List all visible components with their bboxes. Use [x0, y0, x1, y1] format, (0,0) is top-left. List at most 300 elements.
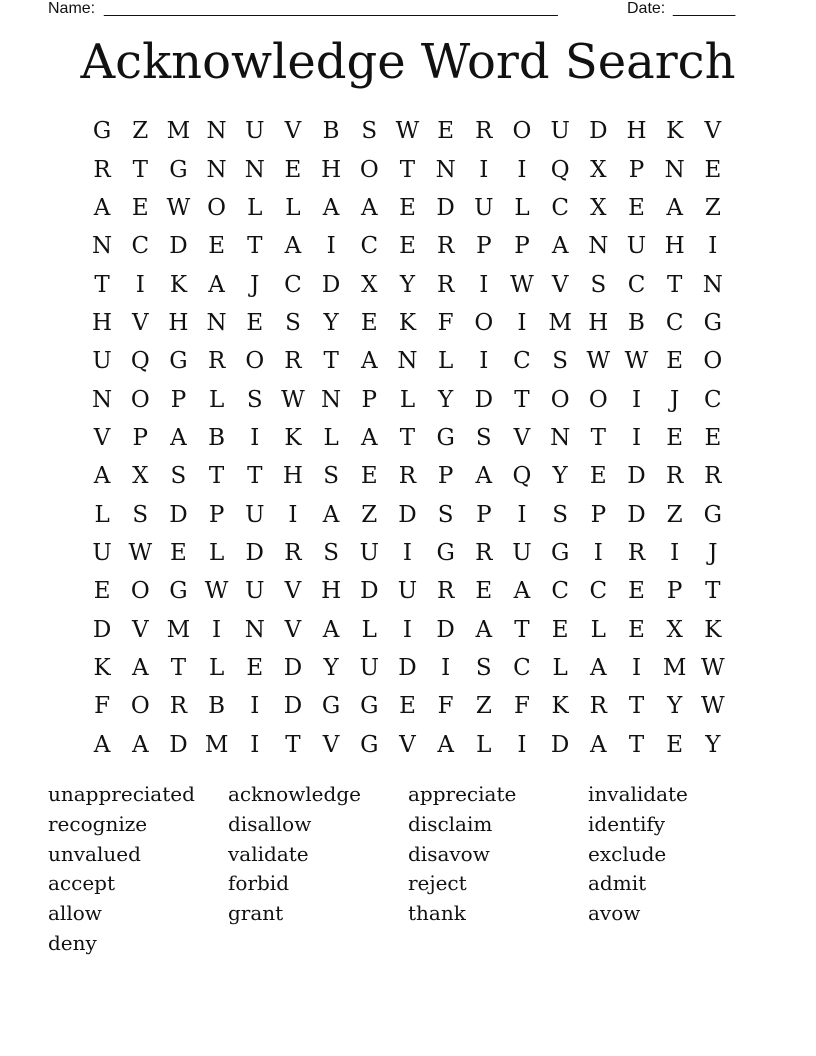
grid-letter: B	[208, 424, 226, 451]
word-list-item: disavow	[408, 841, 490, 866]
grid-letter: G	[436, 424, 455, 451]
grid-letter: S	[552, 348, 569, 375]
word-list-item: exclude	[588, 841, 667, 866]
grid-letter: L	[323, 424, 339, 451]
grid-letter: K	[284, 424, 302, 451]
grid-letter: P	[476, 501, 492, 528]
grid-letter: D	[169, 731, 188, 758]
grid-letter: K	[551, 693, 569, 720]
word-list-item: validate	[228, 841, 309, 866]
grid-letter: L	[590, 616, 606, 643]
grid-letter: O	[703, 348, 723, 375]
grid-letter: S	[285, 309, 301, 336]
grid-letter: L	[94, 501, 110, 528]
word-list-item: allow	[48, 901, 102, 926]
grid-letter: U	[550, 118, 570, 145]
grid-letter: N	[550, 424, 571, 451]
grid-letter: J	[670, 386, 680, 413]
word-list-item: reject	[408, 871, 467, 896]
grid-letter: Z	[666, 501, 683, 528]
grid-letter: A	[322, 194, 340, 221]
grid-letter: A	[322, 616, 340, 643]
grid-letter: U	[359, 654, 379, 681]
grid-letter: F	[513, 693, 530, 720]
grid-letter: L	[247, 194, 263, 221]
grid-letter: E	[93, 578, 111, 605]
grid-letter: M	[204, 731, 229, 758]
grid-letter: M	[166, 118, 191, 145]
grid-letter: U	[626, 233, 647, 260]
grid-letter: C	[513, 348, 531, 375]
grid-letter: S	[323, 463, 339, 490]
word-list-item: forbid	[228, 871, 290, 896]
grid-letter: A	[513, 578, 531, 605]
grid-letter: G	[360, 731, 379, 758]
grid-letter: Z	[361, 501, 378, 528]
grid-letter: I	[479, 156, 489, 183]
grid-letter: V	[513, 424, 531, 451]
grid-letter: H	[588, 309, 609, 336]
word-list-item: deny	[48, 930, 97, 955]
grid-letter: S	[361, 118, 378, 145]
grid-letter: L	[208, 386, 225, 413]
grid-letter: I	[517, 501, 527, 528]
grid-letter: R	[704, 463, 722, 490]
grid-letter: P	[666, 578, 683, 605]
grid-letter: D	[169, 233, 188, 260]
grid-letter: T	[285, 731, 301, 758]
grid-letter: D	[360, 578, 379, 605]
grid-letter: A	[360, 348, 378, 375]
grid-letter: H	[168, 309, 189, 336]
word-list	[48, 780, 768, 959]
grid-letter: E	[666, 424, 684, 451]
grid-letter: Q	[512, 463, 532, 490]
grid-letter: O	[474, 309, 494, 336]
grid-letter: P	[361, 386, 378, 413]
grid-letter: S	[323, 539, 339, 566]
grid-letter: L	[399, 386, 416, 413]
grid-letter: W	[281, 386, 305, 413]
grid-letter: I	[250, 731, 260, 758]
grid-letter: A	[322, 501, 340, 528]
grid-letter: I	[479, 348, 489, 375]
grid-letter: O	[130, 578, 150, 605]
grid-letter: V	[704, 118, 722, 145]
grid-letter: Z	[132, 118, 149, 145]
grid-letter: A	[170, 424, 187, 451]
header-line	[0, 0, 816, 20]
grid-letter: N	[664, 156, 685, 183]
grid-letter: D	[398, 654, 417, 681]
grid-letter: H	[321, 578, 342, 605]
grid-letter: E	[131, 194, 149, 221]
grid-letter: S	[246, 386, 263, 413]
grid-letter: X	[590, 156, 607, 183]
grid-letter: N	[244, 156, 265, 183]
grid-letter: W	[510, 271, 534, 298]
grid-letter: Y	[552, 463, 568, 490]
grid-letter: R	[436, 271, 455, 298]
grid-letter: U	[92, 348, 112, 375]
word-list-item: thank	[408, 901, 466, 926]
grid-letter: U	[245, 578, 265, 605]
grid-letter: P	[208, 501, 225, 528]
grid-letter: A	[360, 194, 378, 221]
grid-letter: Z	[704, 194, 721, 221]
grid-letter: I	[402, 539, 412, 566]
grid-letter: X	[132, 463, 149, 490]
letter-grid	[83, 112, 732, 764]
grid-letter: B	[208, 693, 226, 720]
grid-letter: T	[399, 156, 416, 183]
grid-letter: I	[479, 271, 489, 298]
grid-letter: P	[590, 501, 607, 528]
grid-row	[83, 304, 732, 342]
grid-letter: D	[321, 271, 341, 298]
grid-letter: X	[666, 616, 683, 643]
grid-letter: D	[474, 386, 494, 413]
grid-letter: V	[284, 616, 302, 643]
word-list-item: unvalued	[48, 841, 141, 866]
grid-letter: E	[666, 348, 684, 375]
grid-letter: O	[130, 693, 150, 720]
grid-letter: L	[285, 194, 301, 221]
grid-letter: R	[589, 693, 607, 720]
grid-letter: C	[360, 233, 379, 260]
grid-letter: N	[702, 271, 723, 298]
grid-letter: Y	[323, 654, 339, 681]
grid-letter: P	[170, 386, 187, 413]
grid-letter: V	[93, 424, 111, 451]
grid-letter: E	[704, 424, 722, 451]
grid-letter: A	[208, 271, 225, 298]
grid-row	[83, 572, 732, 610]
grid-letter: N	[588, 233, 609, 260]
grid-letter: L	[361, 616, 377, 643]
grid-letter: Y	[705, 731, 721, 758]
grid-letter: E	[360, 463, 378, 490]
grid-letter: N	[435, 156, 456, 183]
grid-letter: T	[514, 616, 530, 643]
grid-letter: H	[282, 463, 303, 490]
grid-letter: B	[322, 118, 340, 145]
grid-letter: E	[551, 616, 569, 643]
grid-letter: V	[399, 731, 416, 758]
grid-letter: S	[437, 501, 454, 528]
grid-letter: S	[132, 501, 149, 528]
grid-letter: T	[94, 271, 110, 298]
word-list-item: grant	[228, 901, 284, 926]
grid-letter: V	[131, 616, 149, 643]
grid-letter: Y	[667, 693, 683, 720]
grid-letter: I	[326, 233, 336, 260]
grid-letter: K	[666, 118, 684, 145]
grid-letter: E	[589, 463, 607, 490]
grid-letter: K	[169, 271, 188, 298]
grid-letter: A	[131, 654, 149, 681]
grid-letter: R	[436, 578, 455, 605]
word-list-item: disallow	[228, 811, 312, 836]
word-list-item: recognize	[48, 811, 148, 836]
grid-letter: A	[284, 233, 302, 260]
grid-letter: H	[626, 118, 647, 145]
grid-letter: T	[705, 578, 721, 605]
grid-letter: L	[476, 731, 492, 758]
grid-letter: S	[475, 654, 492, 681]
grid-row	[83, 380, 732, 418]
grid-letter: W	[204, 578, 229, 605]
name-field: ___________________________________________________	[104, 0, 558, 17]
grid-row	[83, 610, 732, 648]
word-list-item: accept	[48, 871, 116, 896]
grid-letter: V	[551, 271, 569, 298]
grid-letter: N	[92, 386, 113, 413]
grid-letter: A	[437, 731, 454, 758]
grid-letter: G	[92, 118, 112, 145]
grid-letter: N	[397, 348, 418, 375]
grid-letter: A	[666, 194, 683, 221]
grid-letter: P	[514, 233, 530, 260]
grid-letter: U	[92, 539, 112, 566]
grid-letter: R	[475, 118, 493, 145]
grid-letter: U	[512, 539, 532, 566]
grid-letter: E	[666, 731, 684, 758]
grid-letter: K	[93, 654, 111, 681]
page-title: Acknowledge Word Search	[80, 34, 736, 90]
grid-letter: T	[247, 233, 263, 260]
grid-letter: C	[589, 578, 608, 605]
grid-letter: E	[246, 309, 264, 336]
grid-letter: G	[436, 539, 455, 566]
grid-letter: D	[589, 118, 608, 145]
grid-letter: D	[436, 616, 455, 643]
grid-letter: S	[475, 424, 492, 451]
grid-letter: G	[169, 156, 188, 183]
grid-letter: N	[321, 386, 342, 413]
grid-letter: U	[245, 501, 265, 528]
grid-row	[83, 150, 732, 188]
grid-row	[83, 687, 732, 725]
grid-letter: D	[283, 654, 303, 681]
grid-letter: V	[322, 731, 340, 758]
grid-letter: W	[701, 654, 725, 681]
grid-letter: L	[552, 654, 568, 681]
grid-letter: T	[590, 424, 606, 451]
grid-letter: T	[247, 463, 263, 490]
grid-letter: I	[631, 386, 642, 413]
grid-letter: T	[132, 156, 148, 183]
grid-letter: I	[670, 539, 680, 566]
grid-letter: I	[517, 731, 527, 758]
grid-letter: C	[284, 271, 302, 298]
grid-letter: V	[131, 309, 149, 336]
grid-letter: A	[590, 731, 607, 758]
grid-letter: G	[703, 501, 723, 528]
grid-letter: F	[437, 309, 454, 336]
grid-letter: C	[131, 233, 150, 260]
grid-row	[83, 495, 732, 533]
grid-row	[83, 726, 732, 764]
grid-letter: A	[475, 463, 493, 490]
grid-letter: A	[590, 654, 607, 681]
grid-letter: R	[169, 693, 188, 720]
grid-letter: Y	[438, 386, 454, 413]
grid-letter: G	[321, 693, 341, 720]
grid-letter: W	[586, 348, 611, 375]
grid-letter: W	[624, 348, 649, 375]
grid-letter: U	[474, 194, 494, 221]
grid-letter: G	[169, 578, 188, 605]
grid-letter: M	[548, 309, 572, 336]
grid-letter: G	[703, 309, 723, 336]
grid-letter: G	[169, 348, 188, 375]
grid-letter: I	[288, 501, 298, 528]
grid-letter: W	[128, 539, 153, 566]
grid-letter: H	[321, 156, 342, 183]
grid-letter: D	[627, 463, 646, 490]
grid-letter: R	[284, 348, 302, 375]
grid-letter: E	[360, 309, 378, 336]
grid-letter: C	[704, 386, 722, 413]
grid-letter: T	[666, 271, 683, 298]
grid-row	[83, 419, 732, 457]
grid-letter: R	[207, 348, 226, 375]
grid-letter: O	[207, 194, 227, 221]
grid-letter: X	[590, 194, 607, 221]
grid-letter: N	[206, 309, 227, 336]
grid-letter: I	[631, 424, 642, 451]
name-label: Name:	[48, 0, 96, 17]
grid-letter: R	[436, 233, 455, 260]
grid-row	[83, 649, 732, 687]
grid-letter: C	[665, 309, 684, 336]
grid-letter: Z	[475, 693, 492, 720]
grid-letter: U	[397, 578, 418, 605]
grid-letter: D	[550, 731, 570, 758]
grid-letter: R	[398, 463, 417, 490]
grid-letter: T	[628, 731, 645, 758]
grid-letter: O	[588, 386, 608, 413]
grid-letter: F	[94, 693, 111, 720]
grid-letter: U	[245, 118, 265, 145]
grid-letter: C	[627, 271, 646, 298]
grid-letter: L	[514, 194, 530, 221]
grid-letter: D	[245, 539, 264, 566]
grid-letter: E	[399, 693, 416, 720]
grid-row	[83, 189, 732, 227]
grid-letter: I	[250, 424, 260, 451]
grid-letter: E	[475, 578, 493, 605]
grid-row	[83, 534, 732, 572]
grid-letter: A	[475, 616, 493, 643]
grid-letter: P	[476, 233, 492, 260]
grid-letter: I	[631, 654, 642, 681]
grid-letter: D	[627, 501, 646, 528]
grid-letter: S	[590, 271, 607, 298]
grid-letter: I	[517, 156, 527, 183]
grid-letter: E	[246, 654, 264, 681]
grid-letter: D	[169, 501, 188, 528]
grid-row	[83, 112, 732, 150]
grid-letter: I	[517, 309, 527, 336]
grid-letter: Q	[550, 156, 570, 183]
grid-letter: I	[593, 539, 603, 566]
grid-letter: L	[208, 539, 225, 566]
date-label: Date:	[627, 0, 666, 17]
grid-letter: E	[208, 233, 225, 260]
grid-letter: I	[135, 271, 145, 298]
grid-letter: E	[704, 156, 722, 183]
grid-letter: N	[206, 118, 227, 145]
grid-letter: H	[92, 309, 113, 336]
grid-letter: G	[360, 693, 379, 720]
grid-letter: W	[701, 693, 725, 720]
grid-letter: P	[628, 156, 645, 183]
grid-letter: N	[206, 156, 227, 183]
grid-letter: I	[441, 654, 451, 681]
grid-letter: P	[437, 463, 454, 490]
word-list-item: invalidate	[588, 782, 688, 806]
grid-letter: O	[359, 156, 379, 183]
grid-letter: R	[666, 463, 684, 490]
grid-letter: R	[475, 539, 493, 566]
grid-letter: A	[93, 731, 111, 758]
grid-letter: D	[283, 693, 303, 720]
word-list-item: acknowledge	[228, 782, 361, 806]
grid-letter: Y	[323, 309, 339, 336]
grid-letter: A	[551, 233, 569, 260]
word-list-item: identify	[588, 811, 666, 836]
grid-letter: A	[93, 463, 111, 490]
grid-letter: N	[244, 616, 265, 643]
word-list-item: admit	[588, 871, 647, 896]
grid-letter: M	[166, 616, 191, 643]
grid-letter: O	[512, 118, 532, 145]
grid-letter: S	[170, 463, 187, 490]
grid-letter: Y	[399, 271, 416, 298]
grid-row	[83, 342, 732, 380]
grid-letter: E	[437, 118, 455, 145]
grid-letter: E	[628, 194, 645, 221]
grid-letter: E	[628, 578, 645, 605]
grid-letter: I	[708, 233, 718, 260]
grid-letter: L	[208, 654, 225, 681]
grid-letter: D	[92, 616, 112, 643]
grid-letter: W	[395, 118, 420, 145]
grid-letter: T	[323, 348, 339, 375]
grid-row	[83, 265, 732, 303]
grid-letter: V	[284, 578, 302, 605]
word-list-item: unappreciated	[48, 782, 195, 806]
grid-letter: D	[398, 501, 417, 528]
grid-letter: J	[708, 539, 718, 566]
grid-letter: T	[170, 654, 187, 681]
grid-letter: E	[628, 616, 645, 643]
grid-letter: X	[361, 271, 378, 298]
grid-letter: E	[284, 156, 302, 183]
grid-letter: E	[399, 194, 416, 221]
grid-letter: F	[437, 693, 454, 720]
grid-letter: T	[208, 463, 225, 490]
grid-letter: A	[131, 731, 149, 758]
grid-letter: J	[250, 271, 260, 298]
grid-letter: P	[132, 424, 148, 451]
grid-letter: N	[92, 233, 113, 260]
grid-letter: C	[551, 578, 569, 605]
grid-letter: I	[250, 693, 260, 720]
grid-letter: O	[245, 348, 265, 375]
